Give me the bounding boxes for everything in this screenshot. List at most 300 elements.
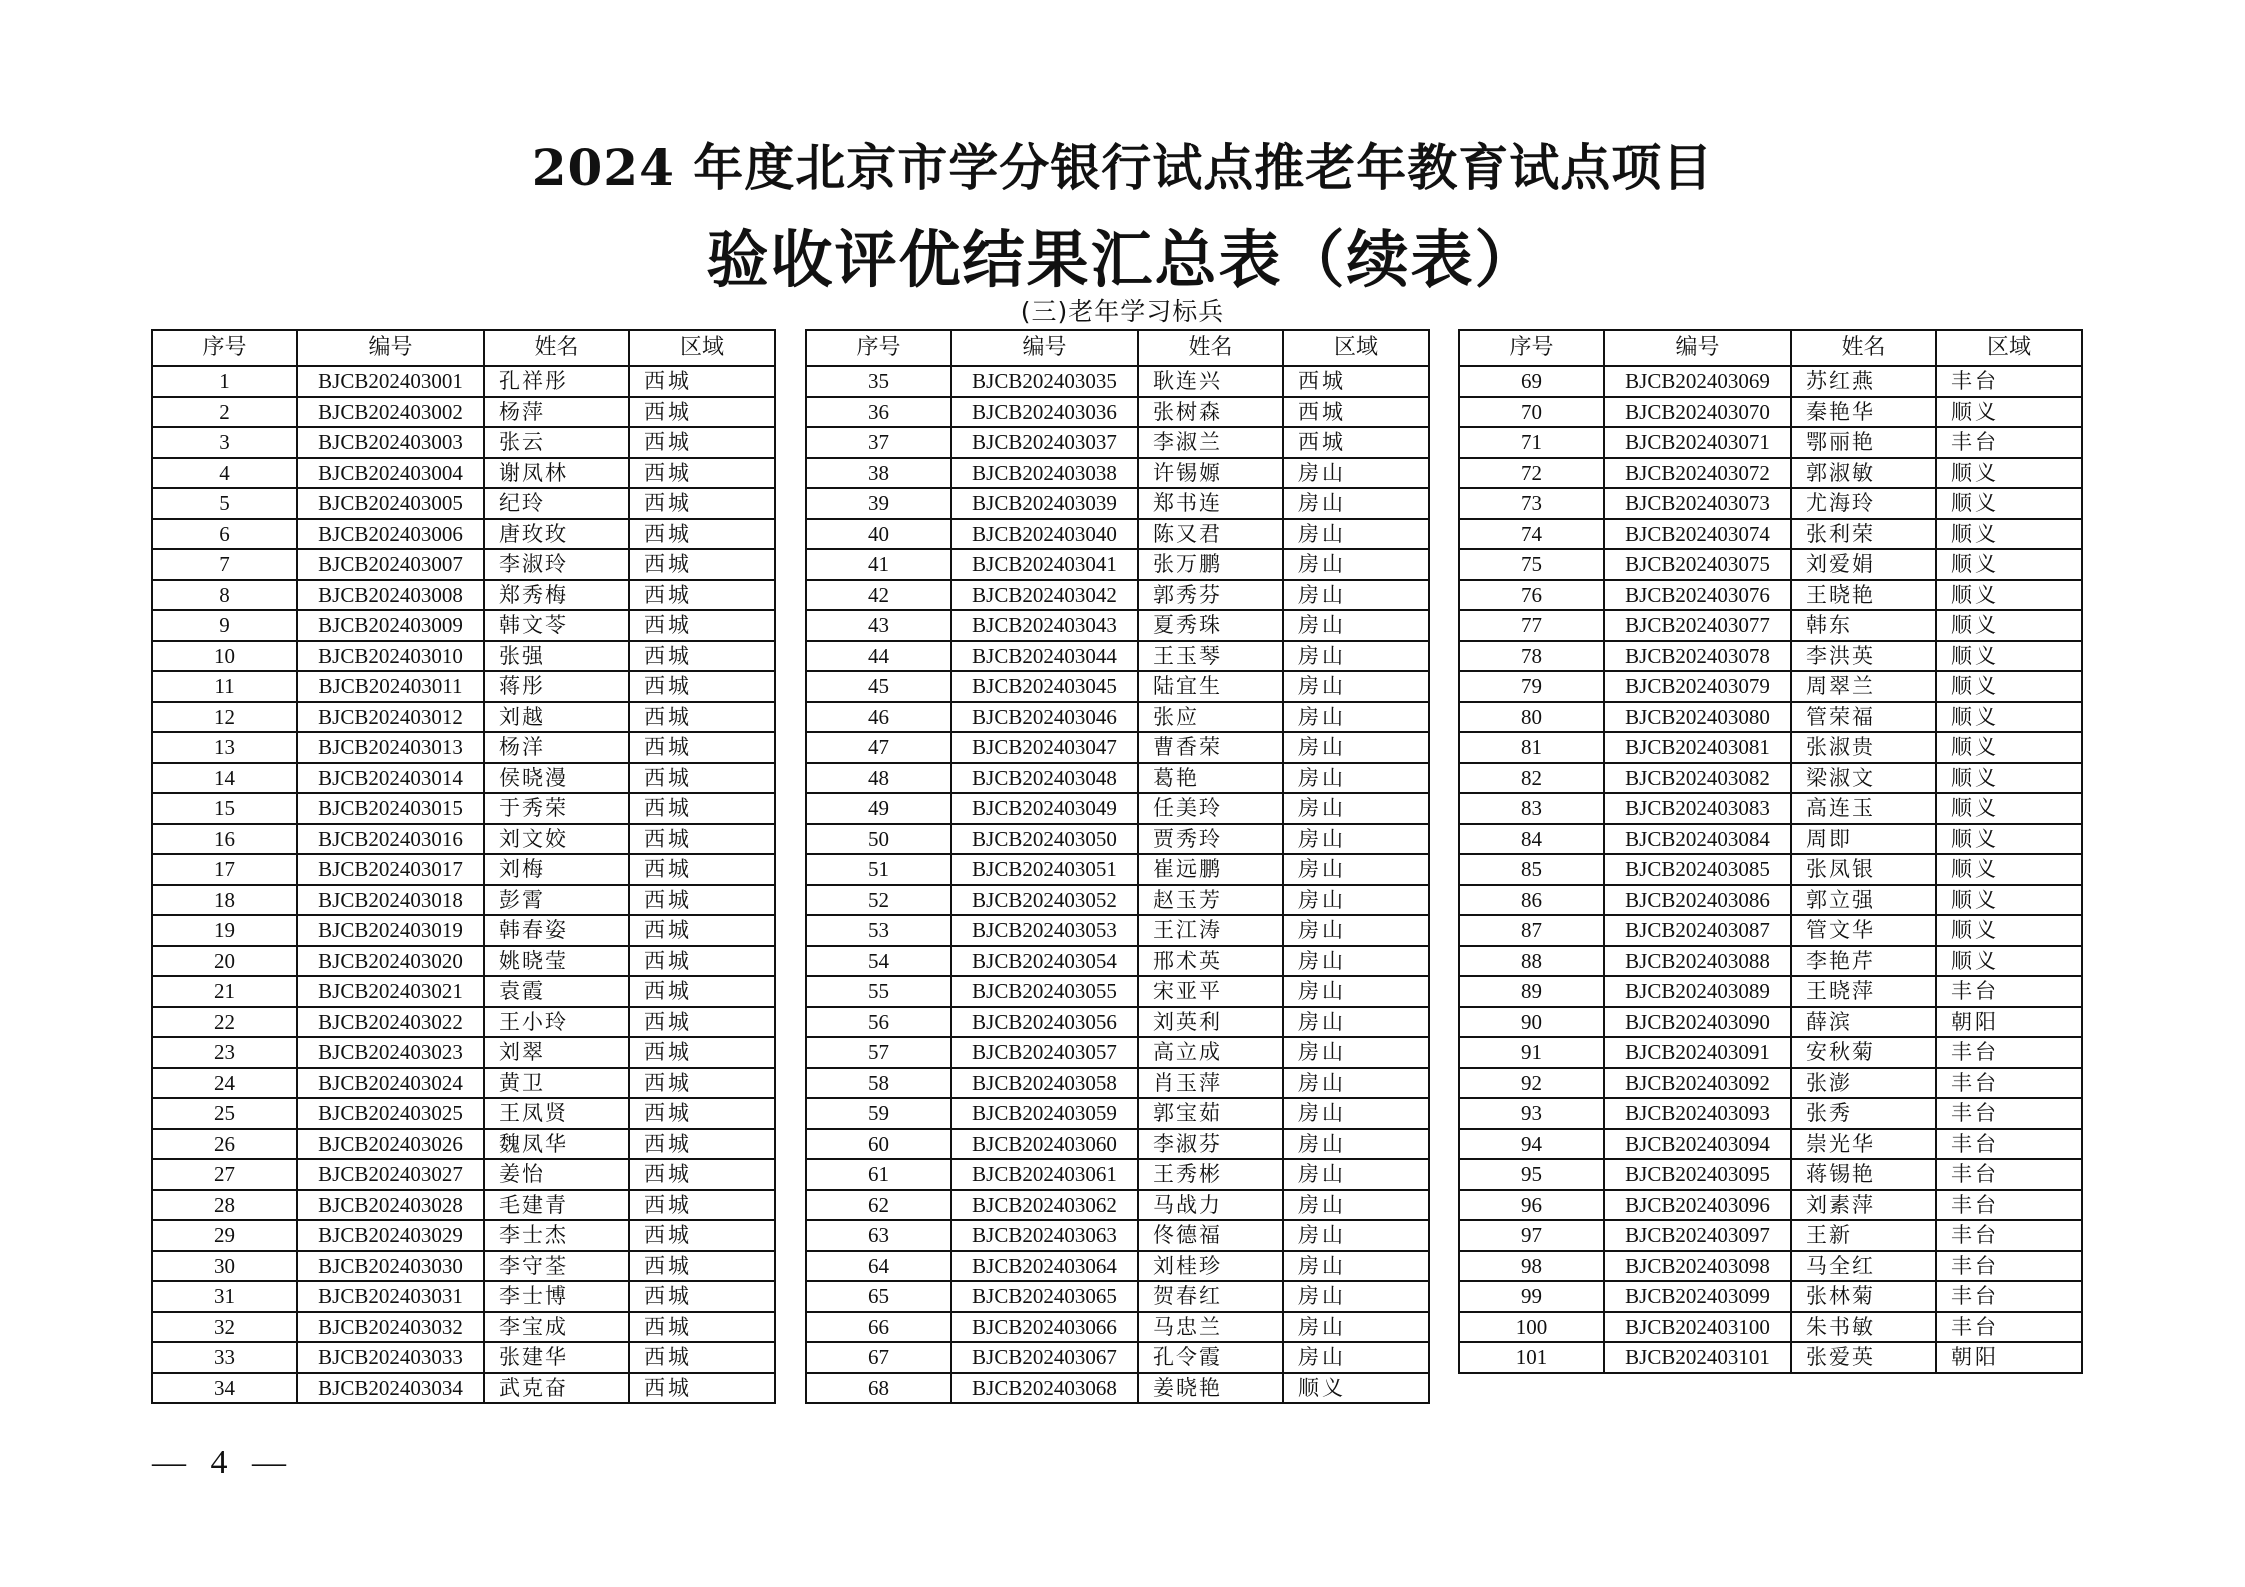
table-row (152, 732, 775, 763)
cell-area: 西城 (629, 1281, 775, 1312)
cell-code: BJCB202403003 (297, 427, 484, 458)
table-row (806, 1098, 1429, 1129)
cell-seq: 75 (1459, 549, 1604, 580)
cell-seq: 53 (806, 915, 951, 946)
cell-seq: 34 (152, 1373, 297, 1404)
cell-area: 顺义 (1936, 671, 2082, 702)
table-row (152, 366, 775, 397)
cell-area: 西城 (629, 824, 775, 855)
cell-code: BJCB202403019 (297, 915, 484, 946)
cell-name: 王江涛 (1138, 915, 1283, 946)
cell-code: BJCB202403088 (1604, 946, 1791, 977)
cell-seq: 54 (806, 946, 951, 977)
table-row (1459, 1190, 2082, 1221)
cell-area: 房山 (1283, 1007, 1429, 1038)
cell-seq: 37 (806, 427, 951, 458)
cell-code: BJCB202403053 (951, 915, 1138, 946)
table-header-row (152, 330, 775, 366)
cell-area: 房山 (1283, 671, 1429, 702)
cell-area: 西城 (629, 580, 775, 611)
cell-code: BJCB202403055 (951, 976, 1138, 1007)
table-row (1459, 702, 2082, 733)
cell-code: BJCB202403061 (951, 1159, 1138, 1190)
table-row (1459, 885, 2082, 916)
cell-seq: 55 (806, 976, 951, 1007)
cell-code: BJCB202403080 (1604, 702, 1791, 733)
table-row (152, 885, 775, 916)
cell-name: 王小玲 (484, 1007, 629, 1038)
table-row (806, 488, 1429, 519)
cell-area: 西城 (629, 610, 775, 641)
table-row (1459, 1312, 2082, 1343)
table-row (1459, 1129, 2082, 1160)
cell-name: 刘素萍 (1791, 1190, 1936, 1221)
table-row (806, 1037, 1429, 1068)
cell-code: BJCB202403023 (297, 1037, 484, 1068)
cell-area: 西城 (629, 732, 775, 763)
cell-seq: 26 (152, 1129, 297, 1160)
cell-code: BJCB202403029 (297, 1220, 484, 1251)
cell-seq: 50 (806, 824, 951, 855)
cell-code: BJCB202403054 (951, 946, 1138, 977)
cell-name: 李士博 (484, 1281, 629, 1312)
cell-area: 顺义 (1936, 763, 2082, 794)
cell-name: 刘英利 (1138, 1007, 1283, 1038)
cell-area: 丰台 (1936, 427, 2082, 458)
header-name: 姓名 (1791, 330, 1936, 366)
cell-seq: 43 (806, 610, 951, 641)
table-row (1459, 1220, 2082, 1251)
cell-seq: 57 (806, 1037, 951, 1068)
cell-area: 西城 (629, 1159, 775, 1190)
cell-code: BJCB202403085 (1604, 854, 1791, 885)
table-row (152, 1190, 775, 1221)
cell-name: 尤海玲 (1791, 488, 1936, 519)
cell-name: 魏凤华 (484, 1129, 629, 1160)
cell-seq: 82 (1459, 763, 1604, 794)
cell-code: BJCB202403026 (297, 1129, 484, 1160)
table-row (152, 488, 775, 519)
header-area: 区域 (1283, 330, 1429, 366)
cell-code: BJCB202403012 (297, 702, 484, 733)
cell-code: BJCB202403094 (1604, 1129, 1791, 1160)
cell-area: 房山 (1283, 885, 1429, 916)
table-row (152, 641, 775, 672)
cell-name: 蒋彤 (484, 671, 629, 702)
cell-code: BJCB202403047 (951, 732, 1138, 763)
cell-name: 管荣福 (1791, 702, 1936, 733)
cell-area: 丰台 (1936, 1068, 2082, 1099)
cell-area: 房山 (1283, 1159, 1429, 1190)
cell-name: 苏红燕 (1791, 366, 1936, 397)
cell-code: BJCB202403073 (1604, 488, 1791, 519)
cell-area: 房山 (1283, 458, 1429, 489)
table-row (152, 946, 775, 977)
cell-name: 王凤贤 (484, 1098, 629, 1129)
cell-code: BJCB202403006 (297, 519, 484, 550)
cell-area: 房山 (1283, 946, 1429, 977)
table-row (1459, 976, 2082, 1007)
cell-seq: 46 (806, 702, 951, 733)
cell-seq: 12 (152, 702, 297, 733)
table-row (1459, 366, 2082, 397)
cell-area: 西城 (629, 885, 775, 916)
cell-area: 顺义 (1936, 580, 2082, 611)
table-row (806, 824, 1429, 855)
cell-seq: 35 (806, 366, 951, 397)
cell-name: 姚晓莹 (484, 946, 629, 977)
cell-code: BJCB202403076 (1604, 580, 1791, 611)
cell-code: BJCB202403056 (951, 1007, 1138, 1038)
table-row (1459, 458, 2082, 489)
cell-seq: 23 (152, 1037, 297, 1068)
cell-name: 李洪英 (1791, 641, 1936, 672)
cell-name: 黄卫 (484, 1068, 629, 1099)
table-row (152, 427, 775, 458)
cell-area: 顺义 (1936, 549, 2082, 580)
cell-name: 梁淑文 (1791, 763, 1936, 794)
cell-name: 许锡嫄 (1138, 458, 1283, 489)
cell-name: 韩春姿 (484, 915, 629, 946)
cell-area: 顺义 (1936, 610, 2082, 641)
roster-table-3 (1458, 329, 2083, 1374)
cell-code: BJCB202403042 (951, 580, 1138, 611)
table-row (806, 1281, 1429, 1312)
table-row (806, 1342, 1429, 1373)
cell-seq: 25 (152, 1098, 297, 1129)
cell-code: BJCB202403030 (297, 1251, 484, 1282)
cell-area: 丰台 (1936, 976, 2082, 1007)
cell-area: 房山 (1283, 763, 1429, 794)
cell-seq: 86 (1459, 885, 1604, 916)
cell-area: 房山 (1283, 549, 1429, 580)
cell-seq: 3 (152, 427, 297, 458)
cell-area: 西城 (629, 1037, 775, 1068)
cell-area: 房山 (1283, 702, 1429, 733)
cell-area: 西城 (629, 702, 775, 733)
cell-seq: 5 (152, 488, 297, 519)
cell-seq: 63 (806, 1220, 951, 1251)
roster-table-1 (151, 329, 776, 1404)
cell-code: BJCB202403013 (297, 732, 484, 763)
cell-area: 顺义 (1936, 458, 2082, 489)
table-row (152, 1159, 775, 1190)
cell-seq: 94 (1459, 1129, 1604, 1160)
cell-seq: 71 (1459, 427, 1604, 458)
table-row (1459, 915, 2082, 946)
cell-area: 房山 (1283, 732, 1429, 763)
cell-name: 毛建青 (484, 1190, 629, 1221)
cell-code: BJCB202403084 (1604, 824, 1791, 855)
cell-seq: 7 (152, 549, 297, 580)
cell-seq: 83 (1459, 793, 1604, 824)
table-row (152, 580, 775, 611)
table-row (806, 1068, 1429, 1099)
cell-seq: 58 (806, 1068, 951, 1099)
cell-name: 赵玉芳 (1138, 885, 1283, 916)
cell-area: 西城 (1283, 427, 1429, 458)
cell-name: 侯晓漫 (484, 763, 629, 794)
cell-code: BJCB202403022 (297, 1007, 484, 1038)
cell-code: BJCB202403098 (1604, 1251, 1791, 1282)
cell-seq: 19 (152, 915, 297, 946)
table-row (152, 976, 775, 1007)
cell-name: 刘梅 (484, 854, 629, 885)
table-row (152, 1220, 775, 1251)
cell-area: 西城 (629, 976, 775, 1007)
table-row (152, 1281, 775, 1312)
cell-area: 西城 (629, 915, 775, 946)
cell-seq: 81 (1459, 732, 1604, 763)
table-row (806, 641, 1429, 672)
header-area: 区域 (629, 330, 775, 366)
cell-code: BJCB202403041 (951, 549, 1138, 580)
cell-code: BJCB202403057 (951, 1037, 1138, 1068)
cell-code: BJCB202403043 (951, 610, 1138, 641)
cell-area: 房山 (1283, 1098, 1429, 1129)
cell-code: BJCB202403066 (951, 1312, 1138, 1343)
cell-code: BJCB202403062 (951, 1190, 1138, 1221)
cell-name: 李淑玲 (484, 549, 629, 580)
table-row (1459, 641, 2082, 672)
table-header-row (1459, 330, 2082, 366)
table-row (806, 946, 1429, 977)
cell-area: 房山 (1283, 1251, 1429, 1282)
table-row (806, 580, 1429, 611)
cell-seq: 11 (152, 671, 297, 702)
cell-code: BJCB202403017 (297, 854, 484, 885)
cell-code: BJCB202403001 (297, 366, 484, 397)
cell-area: 顺义 (1936, 885, 2082, 916)
cell-area: 顺义 (1936, 488, 2082, 519)
cell-seq: 67 (806, 1342, 951, 1373)
cell-code: BJCB202403071 (1604, 427, 1791, 458)
cell-code: BJCB202403027 (297, 1159, 484, 1190)
header-seq: 序号 (806, 330, 951, 366)
cell-code: BJCB202403081 (1604, 732, 1791, 763)
cell-code: BJCB202403058 (951, 1068, 1138, 1099)
cell-name: 张云 (484, 427, 629, 458)
cell-area: 西城 (629, 946, 775, 977)
table-row (806, 397, 1429, 428)
table-row (806, 885, 1429, 916)
cell-name: 张应 (1138, 702, 1283, 733)
table-row (152, 397, 775, 428)
cell-name: 高连玉 (1791, 793, 1936, 824)
table-row (806, 1312, 1429, 1343)
cell-name: 夏秀珠 (1138, 610, 1283, 641)
cell-seq: 22 (152, 1007, 297, 1038)
cell-seq: 66 (806, 1312, 951, 1343)
table-row (152, 1373, 775, 1404)
cell-name: 刘爱娟 (1791, 549, 1936, 580)
cell-name: 孔祥彤 (484, 366, 629, 397)
header-seq: 序号 (1459, 330, 1604, 366)
table-row (806, 702, 1429, 733)
cell-seq: 89 (1459, 976, 1604, 1007)
cell-name: 马战力 (1138, 1190, 1283, 1221)
cell-area: 西城 (629, 1220, 775, 1251)
cell-area: 西城 (629, 1068, 775, 1099)
cell-seq: 47 (806, 732, 951, 763)
cell-code: BJCB202403009 (297, 610, 484, 641)
cell-seq: 18 (152, 885, 297, 916)
cell-seq: 28 (152, 1190, 297, 1221)
cell-seq: 90 (1459, 1007, 1604, 1038)
cell-area: 西城 (629, 397, 775, 428)
cell-area: 房山 (1283, 1220, 1429, 1251)
cell-name: 张淑贵 (1791, 732, 1936, 763)
cell-code: BJCB202403078 (1604, 641, 1791, 672)
cell-name: 周翠兰 (1791, 671, 1936, 702)
cell-area: 房山 (1283, 1129, 1429, 1160)
cell-code: BJCB202403036 (951, 397, 1138, 428)
table-row (806, 1129, 1429, 1160)
cell-seq: 52 (806, 885, 951, 916)
cell-area: 西城 (1283, 366, 1429, 397)
table-header-row (806, 330, 1429, 366)
cell-area: 西城 (629, 1098, 775, 1129)
cell-seq: 77 (1459, 610, 1604, 641)
cell-area: 西城 (629, 671, 775, 702)
cell-code: BJCB202403020 (297, 946, 484, 977)
table-row (1459, 793, 2082, 824)
table-row (1459, 824, 2082, 855)
cell-code: BJCB202403075 (1604, 549, 1791, 580)
cell-code: BJCB202403010 (297, 641, 484, 672)
cell-area: 西城 (629, 1007, 775, 1038)
cell-name: 高立成 (1138, 1037, 1283, 1068)
cell-area: 丰台 (1936, 1220, 2082, 1251)
table-row (152, 458, 775, 489)
table-row (1459, 549, 2082, 580)
cell-name: 李士杰 (484, 1220, 629, 1251)
cell-seq: 68 (806, 1373, 951, 1404)
cell-code: BJCB202403040 (951, 519, 1138, 550)
cell-code: BJCB202403035 (951, 366, 1138, 397)
table-row (152, 1129, 775, 1160)
header-seq: 序号 (152, 330, 297, 366)
cell-seq: 100 (1459, 1312, 1604, 1343)
cell-name: 邢术英 (1138, 946, 1283, 977)
cell-seq: 92 (1459, 1068, 1604, 1099)
cell-seq: 49 (806, 793, 951, 824)
cell-seq: 45 (806, 671, 951, 702)
cell-seq: 29 (152, 1220, 297, 1251)
cell-name: 李宝成 (484, 1312, 629, 1343)
cell-code: BJCB202403045 (951, 671, 1138, 702)
cell-code: BJCB202403092 (1604, 1068, 1791, 1099)
cell-seq: 87 (1459, 915, 1604, 946)
cell-area: 丰台 (1936, 1190, 2082, 1221)
cell-code: BJCB202403070 (1604, 397, 1791, 428)
cell-seq: 44 (806, 641, 951, 672)
cell-code: BJCB202403044 (951, 641, 1138, 672)
cell-area: 西城 (629, 1129, 775, 1160)
cell-area: 丰台 (1936, 1037, 2082, 1068)
cell-area: 房山 (1283, 824, 1429, 855)
cell-code: BJCB202403031 (297, 1281, 484, 1312)
cell-area: 丰台 (1936, 1251, 2082, 1282)
table-row (1459, 488, 2082, 519)
table-row (806, 1373, 1429, 1404)
cell-seq: 78 (1459, 641, 1604, 672)
table-row (152, 1312, 775, 1343)
cell-seq: 101 (1459, 1342, 1604, 1373)
cell-name: 宋亚平 (1138, 976, 1283, 1007)
table-row (806, 854, 1429, 885)
cell-name: 刘文姣 (484, 824, 629, 855)
cell-name: 耿连兴 (1138, 366, 1283, 397)
header-code: 编号 (297, 330, 484, 366)
cell-name: 李淑兰 (1138, 427, 1283, 458)
cell-seq: 32 (152, 1312, 297, 1343)
table-row (806, 671, 1429, 702)
cell-seq: 21 (152, 976, 297, 1007)
cell-area: 房山 (1283, 1342, 1429, 1373)
cell-area: 顺义 (1936, 732, 2082, 763)
cell-seq: 48 (806, 763, 951, 794)
table-row (1459, 1098, 2082, 1129)
table-row (806, 1251, 1429, 1282)
cell-name: 杨萍 (484, 397, 629, 428)
cell-code: BJCB202403048 (951, 763, 1138, 794)
cell-name: 肖玉萍 (1138, 1068, 1283, 1099)
cell-code: BJCB202403025 (297, 1098, 484, 1129)
cell-code: BJCB202403060 (951, 1129, 1138, 1160)
cell-name: 郭淑敏 (1791, 458, 1936, 489)
table-row (1459, 1068, 2082, 1099)
table-row (806, 458, 1429, 489)
cell-name: 纪玲 (484, 488, 629, 519)
cell-seq: 9 (152, 610, 297, 641)
cell-area: 西城 (629, 641, 775, 672)
cell-seq: 24 (152, 1068, 297, 1099)
table-row (1459, 397, 2082, 428)
cell-name: 王新 (1791, 1220, 1936, 1251)
cell-code: BJCB202403004 (297, 458, 484, 489)
cell-seq: 79 (1459, 671, 1604, 702)
cell-name: 彭霄 (484, 885, 629, 916)
cell-seq: 99 (1459, 1281, 1604, 1312)
cell-name: 张凤银 (1791, 854, 1936, 885)
table-row (1459, 519, 2082, 550)
cell-name: 王秀彬 (1138, 1159, 1283, 1190)
cell-seq: 10 (152, 641, 297, 672)
table-row (806, 1190, 1429, 1221)
table-row (1459, 580, 2082, 611)
cell-area: 顺义 (1936, 641, 2082, 672)
cell-code: BJCB202403007 (297, 549, 484, 580)
cell-name: 于秀荣 (484, 793, 629, 824)
cell-code: BJCB202403065 (951, 1281, 1138, 1312)
table-row (806, 763, 1429, 794)
cell-area: 西城 (629, 427, 775, 458)
cell-code: BJCB202403051 (951, 854, 1138, 885)
cell-code: BJCB202403100 (1604, 1312, 1791, 1343)
cell-area: 房山 (1283, 976, 1429, 1007)
cell-code: BJCB202403099 (1604, 1281, 1791, 1312)
cell-seq: 64 (806, 1251, 951, 1282)
cell-area: 丰台 (1936, 1281, 2082, 1312)
cell-area: 顺义 (1936, 854, 2082, 885)
cell-seq: 51 (806, 854, 951, 885)
table-row (806, 610, 1429, 641)
cell-name: 郑秀梅 (484, 580, 629, 611)
table-row (1459, 1159, 2082, 1190)
cell-code: BJCB202403069 (1604, 366, 1791, 397)
cell-name: 郭立强 (1791, 885, 1936, 916)
